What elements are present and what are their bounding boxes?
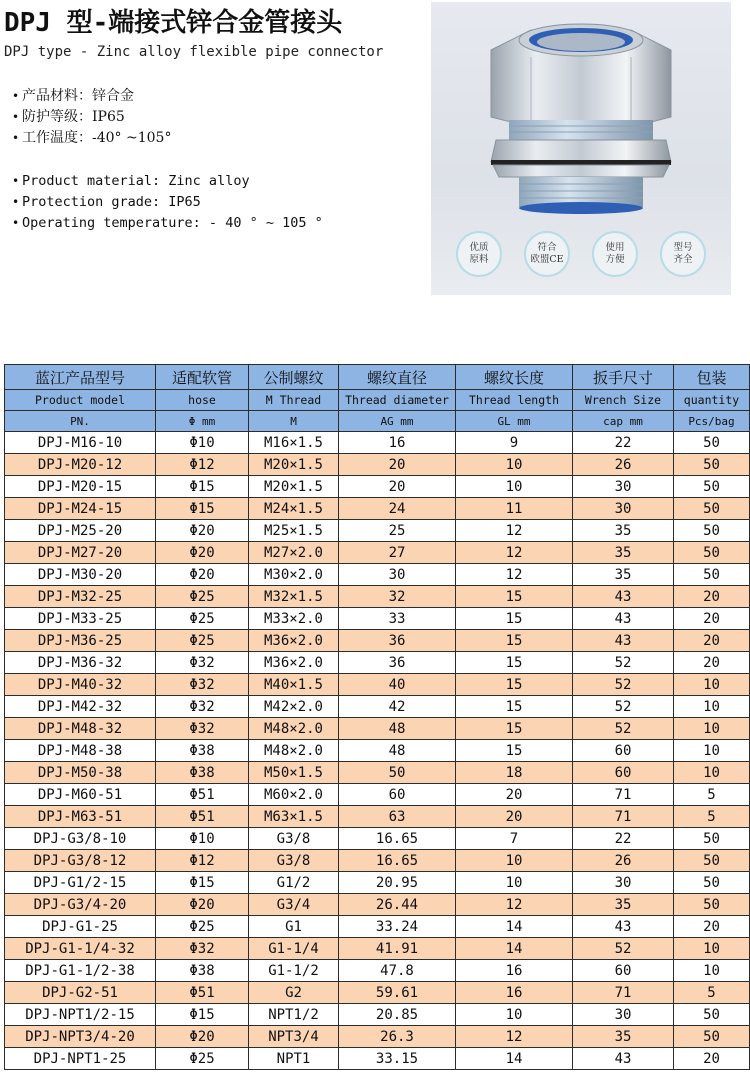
cell-thread-diameter: 26.44 <box>339 894 456 916</box>
table-row <box>5 1004 750 1026</box>
bullet-icon: • <box>12 110 20 124</box>
cell-m-thread: G1/2 <box>249 872 339 894</box>
cell-wrench-size: 52 <box>573 718 674 740</box>
cell-hose: Φ38 <box>156 762 249 784</box>
cell-m-thread: M48×2.0 <box>249 718 339 740</box>
cell-quantity: 10 <box>674 960 750 982</box>
cell-thread-length: 18 <box>456 762 573 784</box>
cell-wrench-size: 22 <box>573 828 674 850</box>
cell-thread-length: 15 <box>456 740 573 762</box>
table-row <box>5 608 750 630</box>
table-row <box>5 872 750 894</box>
spec-protection-en: • Protection grade: IP65 <box>12 192 323 213</box>
cell-quantity: 50 <box>674 432 750 454</box>
cell-m-thread: NPT1 <box>249 1048 339 1070</box>
table-row <box>5 542 750 564</box>
table-row <box>5 762 750 784</box>
cell-model: DPJ-M33-25 <box>5 608 156 630</box>
cell-thread-length: 15 <box>456 630 573 652</box>
cell-thread-length: 14 <box>456 916 573 938</box>
table-row <box>5 564 750 586</box>
cell-model: DPJ-NPT3/4-20 <box>5 1026 156 1048</box>
cell-wrench-size: 60 <box>573 740 674 762</box>
cell-thread-length: 12 <box>456 520 573 542</box>
table-row <box>5 806 750 828</box>
cell-m-thread: M48×2.0 <box>249 740 339 762</box>
header-quantity: quantity <box>674 390 750 411</box>
cell-hose: Φ32 <box>156 674 249 696</box>
cell-quantity: 50 <box>674 542 750 564</box>
cell-thread-diameter: 30 <box>339 564 456 586</box>
cell-thread-length: 16 <box>456 960 573 982</box>
table-row <box>5 586 750 608</box>
cell-thread-diameter: 24 <box>339 498 456 520</box>
product-photo <box>431 2 731 295</box>
cell-thread-diameter: 48 <box>339 740 456 762</box>
cell-thread-diameter: 20.95 <box>339 872 456 894</box>
cell-hose: Φ32 <box>156 652 249 674</box>
cell-model: DPJ-M48-38 <box>5 740 156 762</box>
cell-thread-length: 7 <box>456 828 573 850</box>
cell-quantity: 50 <box>674 828 750 850</box>
cell-quantity: 5 <box>674 806 750 828</box>
cell-model: DPJ-M36-25 <box>5 630 156 652</box>
cell-hose: Φ32 <box>156 696 249 718</box>
header-thread-diameter: AG mm <box>339 411 456 432</box>
cell-quantity: 50 <box>674 454 750 476</box>
specs-chinese <box>12 86 171 149</box>
table-row <box>5 476 750 498</box>
cell-wrench-size: 30 <box>573 476 674 498</box>
page-subtitle: DPJ type - Zinc alloy flexible pipe connector <box>4 44 384 60</box>
specs-english <box>12 171 323 234</box>
cell-m-thread: NPT3/4 <box>249 1026 339 1048</box>
cell-thread-diameter: 16 <box>339 432 456 454</box>
cell-m-thread: G1-1/2 <box>249 960 339 982</box>
header-thread-length: 螺纹长度 <box>456 365 573 390</box>
cell-wrench-size: 30 <box>573 498 674 520</box>
cell-model: DPJ-M20-12 <box>5 454 156 476</box>
cell-wrench-size: 71 <box>573 982 674 1004</box>
cell-m-thread: M50×1.5 <box>249 762 339 784</box>
cell-quantity: 20 <box>674 608 750 630</box>
header-hose: Φ mm <box>156 411 249 432</box>
header-row-units <box>5 411 750 432</box>
badge-ce-compliant: 符合 欧盟CE <box>524 231 570 277</box>
cell-thread-length: 20 <box>456 806 573 828</box>
cell-wrench-size: 43 <box>573 608 674 630</box>
cell-model: DPJ-M16-10 <box>5 432 156 454</box>
cell-hose: Φ10 <box>156 828 249 850</box>
cell-wrench-size: 52 <box>573 652 674 674</box>
spec-temperature-cn: • 工作温度：-40° ~105° <box>12 128 171 149</box>
cell-hose: Φ25 <box>156 916 249 938</box>
cell-thread-diameter: 25 <box>339 520 456 542</box>
bullet-icon: • <box>12 195 20 209</box>
cell-quantity: 10 <box>674 674 750 696</box>
cell-wrench-size: 30 <box>573 1004 674 1026</box>
cell-model: DPJ-M25-20 <box>5 520 156 542</box>
cell-thread-diameter: 63 <box>339 806 456 828</box>
spec-protection-cn: • 防护等级：IP65 <box>12 107 171 128</box>
cell-model: DPJ-M20-15 <box>5 476 156 498</box>
cell-thread-diameter: 26.3 <box>339 1026 456 1048</box>
cell-model: DPJ-M48-32 <box>5 718 156 740</box>
cell-wrench-size: 43 <box>573 586 674 608</box>
cell-thread-diameter: 33.24 <box>339 916 456 938</box>
cell-thread-length: 14 <box>456 1048 573 1070</box>
cell-quantity: 20 <box>674 586 750 608</box>
cell-quantity: 50 <box>674 894 750 916</box>
cell-hose: Φ51 <box>156 806 249 828</box>
table-row <box>5 1048 750 1070</box>
cell-wrench-size: 43 <box>573 1048 674 1070</box>
cell-quantity: 20 <box>674 916 750 938</box>
table-row <box>5 828 750 850</box>
cell-model: DPJ-M50-38 <box>5 762 156 784</box>
cell-quantity: 5 <box>674 982 750 1004</box>
cell-thread-diameter: 48 <box>339 718 456 740</box>
cell-wrench-size: 60 <box>573 960 674 982</box>
cell-m-thread: G3/4 <box>249 894 339 916</box>
table-row <box>5 938 750 960</box>
cell-hose: Φ20 <box>156 542 249 564</box>
cell-m-thread: M25×1.5 <box>249 520 339 542</box>
header-wrench-size: Wrench Size <box>573 390 674 411</box>
cell-wrench-size: 35 <box>573 894 674 916</box>
cell-model: DPJ-G3/8-10 <box>5 828 156 850</box>
cell-thread-length: 12 <box>456 1026 573 1048</box>
cell-wrench-size: 52 <box>573 674 674 696</box>
cell-thread-diameter: 36 <box>339 652 456 674</box>
cell-thread-diameter: 60 <box>339 784 456 806</box>
header-wrench-size: 扳手尺寸 <box>573 365 674 390</box>
cell-hose: Φ25 <box>156 608 249 630</box>
cell-m-thread: M40×1.5 <box>249 674 339 696</box>
cell-hose: Φ15 <box>156 1004 249 1026</box>
cell-hose: Φ32 <box>156 718 249 740</box>
header-model: Product model <box>5 390 156 411</box>
cell-thread-diameter: 33 <box>339 608 456 630</box>
header-thread-diameter: Thread diameter <box>339 390 456 411</box>
header-hose: hose <box>156 390 249 411</box>
cell-m-thread: M20×1.5 <box>249 476 339 498</box>
spec-material-cn: • 产品材料：锌合金 <box>12 86 171 107</box>
cell-thread-diameter: 20.85 <box>339 1004 456 1026</box>
table-row <box>5 652 750 674</box>
cell-thread-diameter: 32 <box>339 586 456 608</box>
cell-quantity: 50 <box>674 520 750 542</box>
cell-m-thread: M27×2.0 <box>249 542 339 564</box>
cell-thread-diameter: 41.91 <box>339 938 456 960</box>
cell-m-thread: M24×1.5 <box>249 498 339 520</box>
cell-hose: Φ15 <box>156 498 249 520</box>
table-row <box>5 432 750 454</box>
cell-thread-length: 15 <box>456 696 573 718</box>
cell-thread-length: 10 <box>456 872 573 894</box>
cell-quantity: 50 <box>674 564 750 586</box>
cell-quantity: 10 <box>674 938 750 960</box>
header-thread-length: GL mm <box>456 411 573 432</box>
header-model: 蓝江产品型号 <box>5 365 156 390</box>
header-m-thread: M <box>249 411 339 432</box>
cell-wrench-size: 52 <box>573 696 674 718</box>
cell-wrench-size: 60 <box>573 762 674 784</box>
bullet-icon: • <box>12 131 20 145</box>
cell-thread-length: 14 <box>456 938 573 960</box>
table-row <box>5 982 750 1004</box>
cell-m-thread: G3/8 <box>249 850 339 872</box>
badge-easy-use: 使用 方便 <box>592 231 638 277</box>
header-quantity: Pcs/bag <box>674 411 750 432</box>
cell-quantity: 5 <box>674 784 750 806</box>
header-row-chinese <box>5 365 750 390</box>
cell-model: DPJ-M63-51 <box>5 806 156 828</box>
cell-hose: Φ15 <box>156 476 249 498</box>
header-wrench-size: cap mm <box>573 411 674 432</box>
header-thread-length: Thread length <box>456 390 573 411</box>
cell-model: DPJ-G1/2-15 <box>5 872 156 894</box>
cell-hose: Φ38 <box>156 960 249 982</box>
cell-model: DPJ-M32-25 <box>5 586 156 608</box>
cell-hose: Φ25 <box>156 1048 249 1070</box>
cell-thread-length: 20 <box>456 784 573 806</box>
cell-hose: Φ20 <box>156 894 249 916</box>
badge-quality-material: 优质 原料 <box>456 231 502 277</box>
cell-wrench-size: 22 <box>573 432 674 454</box>
cell-thread-length: 12 <box>456 894 573 916</box>
table-row <box>5 454 750 476</box>
header-quantity: 包装 <box>674 365 750 390</box>
cell-m-thread: G2 <box>249 982 339 1004</box>
cell-model: DPJ-M40-32 <box>5 674 156 696</box>
cell-hose: Φ51 <box>156 982 249 1004</box>
cell-quantity: 20 <box>674 630 750 652</box>
table-row <box>5 894 750 916</box>
cell-thread-diameter: 40 <box>339 674 456 696</box>
cell-m-thread: G1-1/4 <box>249 938 339 960</box>
table-row <box>5 718 750 740</box>
cell-quantity: 50 <box>674 1004 750 1026</box>
table-row <box>5 630 750 652</box>
cell-thread-length: 9 <box>456 432 573 454</box>
cell-quantity: 10 <box>674 718 750 740</box>
cell-quantity: 50 <box>674 498 750 520</box>
cell-wrench-size: 26 <box>573 454 674 476</box>
cell-thread-length: 10 <box>456 476 573 498</box>
page-title: DPJ 型-端接式锌合金管接头 <box>4 8 343 38</box>
cell-m-thread: M36×2.0 <box>249 630 339 652</box>
cell-wrench-size: 30 <box>573 872 674 894</box>
cell-hose: Φ51 <box>156 784 249 806</box>
cell-thread-length: 15 <box>456 674 573 696</box>
cell-hose: Φ32 <box>156 938 249 960</box>
bullet-icon: • <box>12 174 20 188</box>
cell-m-thread: G3/8 <box>249 828 339 850</box>
cell-thread-diameter: 33.15 <box>339 1048 456 1070</box>
cell-wrench-size: 43 <box>573 916 674 938</box>
cell-thread-diameter: 47.8 <box>339 960 456 982</box>
cell-thread-length: 12 <box>456 564 573 586</box>
cell-thread-diameter: 50 <box>339 762 456 784</box>
spec-material-en: • Product material: Zinc alloy <box>12 171 323 192</box>
cell-thread-length: 15 <box>456 608 573 630</box>
cell-quantity: 50 <box>674 872 750 894</box>
table-row <box>5 1026 750 1048</box>
cell-m-thread: M20×1.5 <box>249 454 339 476</box>
cell-m-thread: M60×2.0 <box>249 784 339 806</box>
cell-model: DPJ-NPT1-25 <box>5 1048 156 1070</box>
table-row <box>5 740 750 762</box>
table-row <box>5 784 750 806</box>
cell-model: DPJ-M36-32 <box>5 652 156 674</box>
cell-hose: Φ20 <box>156 1026 249 1048</box>
feature-badges <box>431 224 731 284</box>
bullet-icon: • <box>12 89 20 103</box>
cell-wrench-size: 35 <box>573 564 674 586</box>
cell-quantity: 10 <box>674 762 750 784</box>
cell-thread-diameter: 42 <box>339 696 456 718</box>
cell-hose: Φ25 <box>156 586 249 608</box>
cell-model: DPJ-G1-25 <box>5 916 156 938</box>
badge-full-range: 型号 齐全 <box>660 231 706 277</box>
cell-thread-length: 15 <box>456 652 573 674</box>
cell-m-thread: M36×2.0 <box>249 652 339 674</box>
cell-m-thread: M63×1.5 <box>249 806 339 828</box>
cell-m-thread: M33×2.0 <box>249 608 339 630</box>
cell-m-thread: M32×1.5 <box>249 586 339 608</box>
cell-thread-diameter: 16.65 <box>339 850 456 872</box>
cell-thread-length: 11 <box>456 498 573 520</box>
cell-quantity: 50 <box>674 476 750 498</box>
cell-m-thread: G1 <box>249 916 339 938</box>
cell-model: DPJ-NPT1/2-15 <box>5 1004 156 1026</box>
cell-hose: Φ38 <box>156 740 249 762</box>
cell-wrench-size: 35 <box>573 1026 674 1048</box>
cell-wrench-size: 52 <box>573 938 674 960</box>
cell-wrench-size: 26 <box>573 850 674 872</box>
cell-wrench-size: 71 <box>573 806 674 828</box>
cell-model: DPJ-G1-1/4-32 <box>5 938 156 960</box>
cell-quantity: 10 <box>674 696 750 718</box>
cell-m-thread: M30×2.0 <box>249 564 339 586</box>
cell-quantity: 20 <box>674 652 750 674</box>
cell-hose: Φ15 <box>156 872 249 894</box>
cell-thread-length: 10 <box>456 850 573 872</box>
cell-hose: Φ12 <box>156 454 249 476</box>
header-thread-diameter: 螺纹直径 <box>339 365 456 390</box>
table-row <box>5 850 750 872</box>
cell-m-thread: M16×1.5 <box>249 432 339 454</box>
cell-thread-length: 16 <box>456 982 573 1004</box>
cell-thread-length: 10 <box>456 1004 573 1026</box>
cell-hose: Φ25 <box>156 630 249 652</box>
cell-hose: Φ20 <box>156 520 249 542</box>
cell-model: DPJ-M24-15 <box>5 498 156 520</box>
cell-thread-length: 15 <box>456 718 573 740</box>
table-row <box>5 916 750 938</box>
header-m-thread: M Thread <box>249 390 339 411</box>
cell-thread-diameter: 27 <box>339 542 456 564</box>
cell-quantity: 50 <box>674 850 750 872</box>
cell-thread-diameter: 20 <box>339 454 456 476</box>
cell-model: DPJ-M60-51 <box>5 784 156 806</box>
cell-hose: Φ10 <box>156 432 249 454</box>
header-row-english <box>5 390 750 411</box>
cell-model: DPJ-G3/8-12 <box>5 850 156 872</box>
table-row <box>5 696 750 718</box>
table-row <box>5 674 750 696</box>
cell-model: DPJ-M42-32 <box>5 696 156 718</box>
cell-thread-diameter: 59.61 <box>339 982 456 1004</box>
cell-m-thread: NPT1/2 <box>249 1004 339 1026</box>
cell-thread-diameter: 16.65 <box>339 828 456 850</box>
table-row <box>5 498 750 520</box>
cell-wrench-size: 35 <box>573 542 674 564</box>
cell-model: DPJ-G1-1/2-38 <box>5 960 156 982</box>
cell-thread-length: 10 <box>456 454 573 476</box>
cell-thread-diameter: 20 <box>339 476 456 498</box>
table-body <box>5 432 750 1070</box>
specification-table <box>4 364 750 1070</box>
header-hose: 适配软管 <box>156 365 249 390</box>
cell-hose: Φ20 <box>156 564 249 586</box>
cell-quantity: 10 <box>674 740 750 762</box>
cell-wrench-size: 71 <box>573 784 674 806</box>
cell-thread-length: 15 <box>456 586 573 608</box>
cell-hose: Φ12 <box>156 850 249 872</box>
cell-model: DPJ-M30-20 <box>5 564 156 586</box>
cell-model: DPJ-G3/4-20 <box>5 894 156 916</box>
pipe-connector-icon <box>431 2 731 222</box>
cell-wrench-size: 35 <box>573 520 674 542</box>
cell-thread-length: 12 <box>456 542 573 564</box>
cell-quantity: 50 <box>674 1026 750 1048</box>
table-row <box>5 520 750 542</box>
header-m-thread: 公制螺纹 <box>249 365 339 390</box>
header-model: PN. <box>5 411 156 432</box>
cell-m-thread: M42×2.0 <box>249 696 339 718</box>
bullet-icon: • <box>12 216 20 230</box>
cell-wrench-size: 43 <box>573 630 674 652</box>
cell-thread-diameter: 36 <box>339 630 456 652</box>
cell-model: DPJ-M27-20 <box>5 542 156 564</box>
spec-temperature-en: • Operating temperature: - 40 ° ~ 105 ° <box>12 213 323 234</box>
cell-model: DPJ-G2-51 <box>5 982 156 1004</box>
cell-quantity: 20 <box>674 1048 750 1070</box>
table-row <box>5 960 750 982</box>
